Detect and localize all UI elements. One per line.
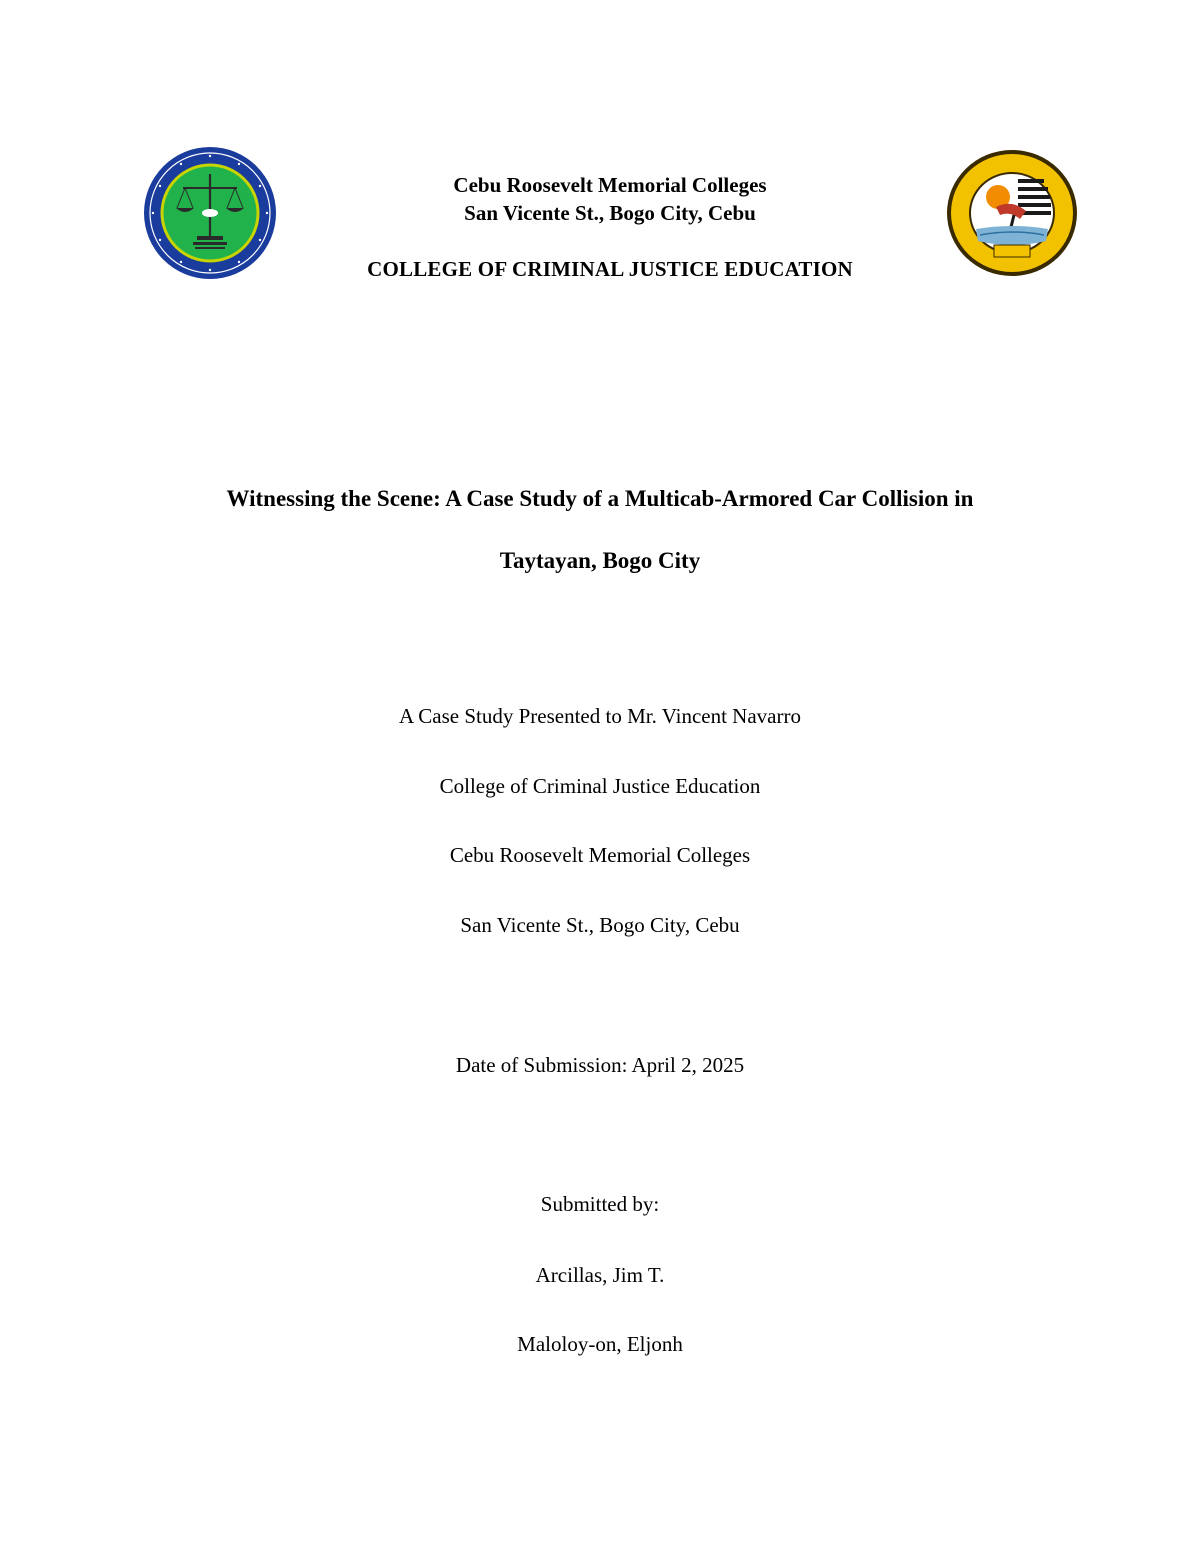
institution-address: San Vicente St., Bogo City, Cebu	[464, 201, 756, 225]
presentation-address: San Vicente St., Bogo City, Cebu	[460, 913, 740, 937]
presentation-institution: Cebu Roosevelt Memorial Colleges	[449, 843, 751, 867]
submission-date: Date of Submission: April 2, 2025	[455, 1053, 745, 1077]
author-name: Arcillas, Jim T.	[535, 1263, 665, 1287]
author-name: Maloloy-on, Eljonh	[517, 1332, 683, 1356]
presentation-college: College of Criminal Justice Education	[439, 774, 761, 798]
presented-to: A Case Study Presented to Mr. Vincent Navarro	[399, 704, 801, 728]
document-title-line1: Witnessing the Scene: A Case Study of a Multicab-Armored Car Collision in	[226, 486, 974, 511]
institution-name: Cebu Roosevelt Memorial Colleges	[453, 173, 767, 197]
college-name: COLLEGE OF CRIMINAL JUSTICE EDUCATION	[367, 257, 853, 281]
submitted-by-label: Submitted by:	[540, 1192, 660, 1216]
crmc-seal-icon	[946, 149, 1078, 277]
criminal-justice-seal-icon	[143, 146, 277, 280]
document-title-line2: Taytayan, Bogo City	[499, 548, 701, 573]
